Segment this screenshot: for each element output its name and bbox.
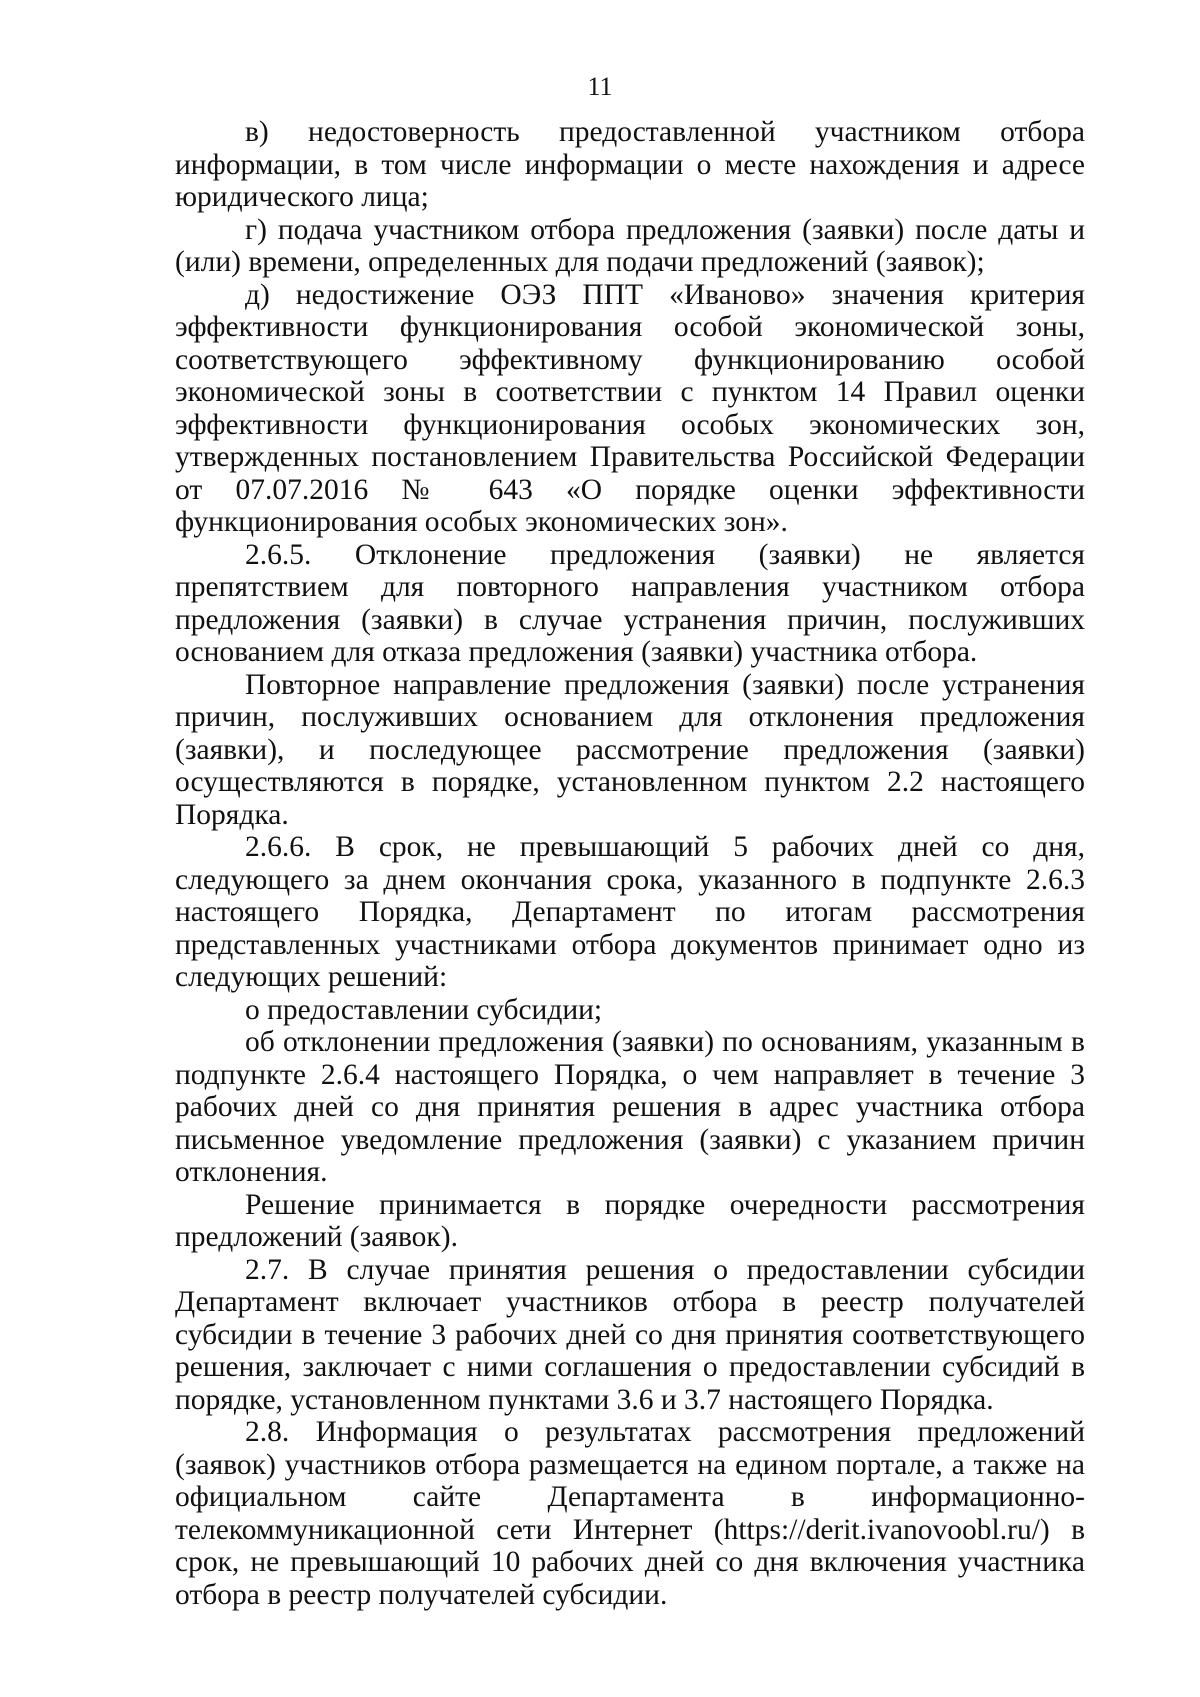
document-body	[175, 116, 1085, 1611]
paragraph-item-g: г) подача участником отбора предложения (заявки) после даты и (или) времени, определенных для подачи предложений (заявок);	[175, 213, 1085, 278]
page-number: 11	[587, 72, 613, 101]
paragraph-2-6-6: 2.6.6. В срок, не превышающий 5 рабочих дней со дня, следующего за днем окончания срока, указанного в подпункте 2.6.3 настоящего Порядка, Департамент по итогам рассмотрения представленных участниками отбора документов принимает одно из следующих решений:	[175, 831, 1085, 993]
paragraph-2-7: 2.7. В случае принятия решения о предоставлении субсидии Департамент включает участников отбора в реестр получателей субсидии в течение 3 рабочих дней со дня принятия соответствующего решения, заключает с ними соглашения о предоставлении субсидий в порядке, установленном пунктами 3.6 и 3.7 настоящего Порядка.	[175, 1253, 1085, 1416]
paragraph-decision-reject: об отклонении предложения (заявки) по основаниям, указанным в подпункте 2.6.4 настоящего Порядка, о чем направляет в течение 3 рабочих дней со дня принятия решения в адрес участника отбора письменное уведомление предложения (заявки) с указанием причин отклонения.	[175, 1026, 1085, 1188]
paragraph-2-8: 2.8. Информация о результатах рассмотрения предложений (заявок) участников отбора размещается на едином портале, а также на официальном сайте Департамента в информационно-телекоммуникационной сети Интернет (https://derit.ivanovoobl.ru/) в срок, не превышающий 10 рабочих дней со дня включения участника отбора в реестр получателей субсидии.	[175, 1416, 1085, 1611]
paragraph-item-v: в) недостоверность предоставленной участником отбора информации, в том числе информации о месте нахождения и адресе юридического лица;	[175, 116, 1085, 213]
paragraph-decision-grant: о предоставлении субсидии;	[245, 993, 603, 1026]
paragraph-resubmission: Повторное направление предложения (заявки) после устранения причин, послуживших основанием для отклонения предложения (заявки), и последующее рассмотрение предложения (заявки) осуществляются в порядке, установленном пунктом 2.2 настоящего Порядка.	[175, 668, 1085, 831]
paragraph-decision-order: Решение принимается в порядке очередности рассмотрения предложений (заявок).	[175, 1188, 1085, 1253]
paragraph-2-6-5: 2.6.5. Отклонение предложения (заявки) не является препятствием для повторного направления участником отбора предложения (заявки) в случае устранения причин, послуживших основанием для отказа предложения (заявки) участника отбора.	[175, 538, 1085, 668]
paragraph-item-d: д) недостижение ОЭЗ ППТ «Иваново» значения критерия эффективности функционирования особой экономической зоны, соответствующего эффективному функционированию особой экономической зоны в соответствии с пунктом 14 Правил оценки эффективности функционирования особых экономических зон, утвержденных постановлением Правительства Российской Федерации от 07.07.2016 № 643 «О порядке оценки эффективности функционирования особых экономических зон».	[175, 278, 1085, 538]
